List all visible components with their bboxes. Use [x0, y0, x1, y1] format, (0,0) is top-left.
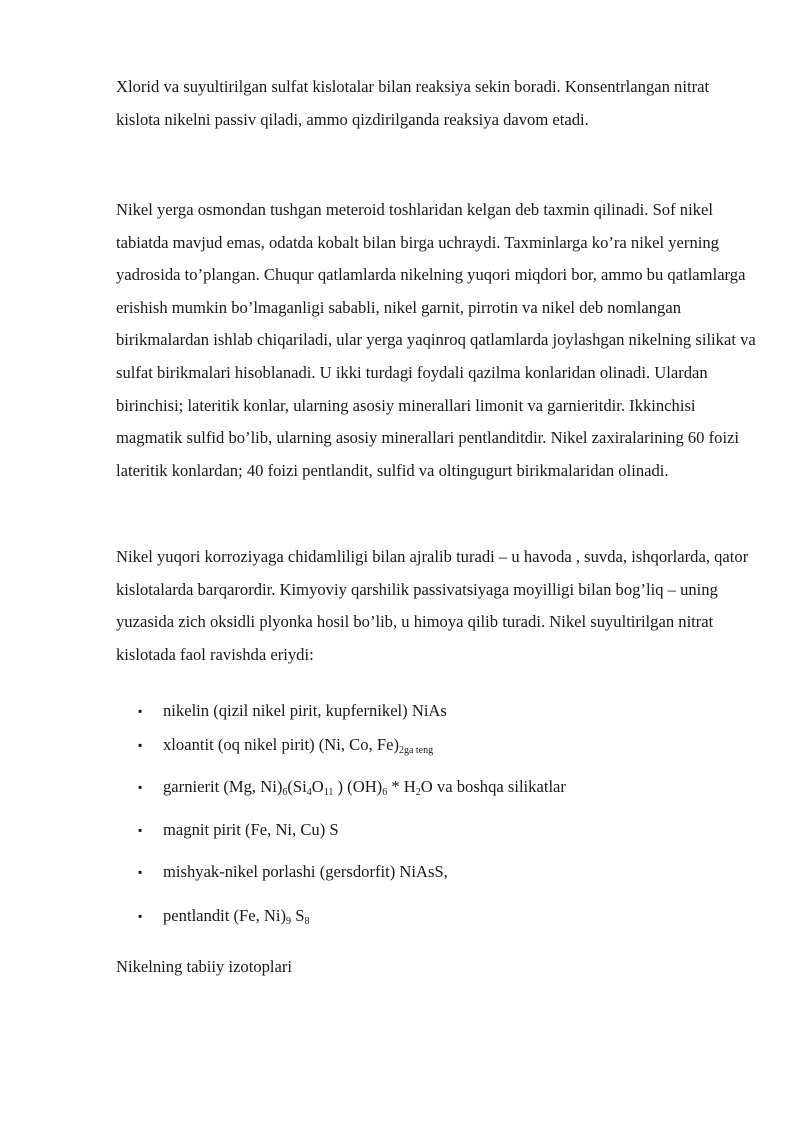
mineral-xloantit: xloantit (oq nikel pirit) (Ni, Co, $Fe)_{2ga teng}$ [163, 735, 434, 756]
mineral-nikelin: nikelin (qizil nikel pirit, kupfernikel) NiAs [163, 701, 447, 720]
section-heading: Nikelning tabiiy izotoplari [116, 957, 293, 976]
bullet-icon: ▪ [138, 704, 143, 718]
bullet-icon: ▪ [138, 780, 143, 794]
bullet-icon: ▪ [138, 738, 143, 752]
mineral-garnierit: garnierit (Mg, $Ni)_6(Si_4O_{11}$ ) $(OH)_6 * H_2O$ va boshqa silikatlar [163, 777, 566, 798]
mineral-gersdorfit: mishyak-nikel porlashi (gersdorfit) NiAsS, [163, 862, 448, 881]
list-item [116, 697, 756, 725]
paragraph-occurrence: Nikel yerga osmondan tushgan meteroid toshlaridan kelgan deb taxmin qilinadi. Sof nikel tabiatda mavjud emas, odatda kobalt bilan birga uchraydi. Taxminlarga ko’ra nikel yerning yadrosida to’plangan. Chuqur qatlamlarda nikelning yuqori miqdori bor, ammo bu qatlamlarga erishish mumkin bo’lmaganligi sababli, nikel garnit, pirrotin va nikel deb nomlangan birikmalardan ishlab chiqariladi, ular yerga yaqinroq qatlamlarda joylashgan nikelning silikat va sulfat birikmalari hisoblanadi. U ikki turdagi foydali qazilma konlaridan olinadi. Ulardan birinchisi; lateritik konlar, ularning asosiy minerallari limonit va garnieritdir. Ikkinchisi magmatik sulfid bo’lib, ularning asosiy minerallari pentlanditdir. Nikel zaxiralarining 60 foizi lateritik konlardan; 40 foizi pentlandit, sulfid va oltingugurt birikmalaridan olinadi. [116, 200, 756, 480]
mineral-pentlandit: pentlandit (Fe, $Ni)_9$ $S_8$ [163, 906, 310, 927]
list-item [116, 902, 756, 930]
bullet-icon: ▪ [138, 909, 143, 923]
bullet-icon: ▪ [138, 865, 143, 879]
list-item [116, 858, 756, 886]
mineral-magnit-pirit: magnit pirit (Fe, Ni, Cu) S [163, 820, 339, 839]
bullet-icon: ▪ [138, 823, 143, 837]
paragraph-corrosion: Nikel yuqori korroziyaga chidamliligi bilan ajralib turadi – u havoda , suvda, ishqorlarda, qator kislotalarda barqarordir. Kimyoviy qarshilik passivatsiyaga moyilligi bilan bog’liq – uning yuzasida zich oksidli plyonka hosil bo’lib, u himoya qilib turadi. Nikel suyultirilgan nitrat kislotada faol ravishda eriydi: [116, 547, 749, 664]
paragraph-reaction: Xlorid va suyultirilgan sulfat kislotalar bilan reaksiya sekin boradi. Konsentrlangan nitrat kislota nikelni passiv qiladi, ammo qizdirilganda reaksiya davom etadi. [116, 77, 710, 129]
list-item [116, 773, 756, 801]
list-item [116, 816, 756, 844]
list-item [116, 731, 756, 759]
